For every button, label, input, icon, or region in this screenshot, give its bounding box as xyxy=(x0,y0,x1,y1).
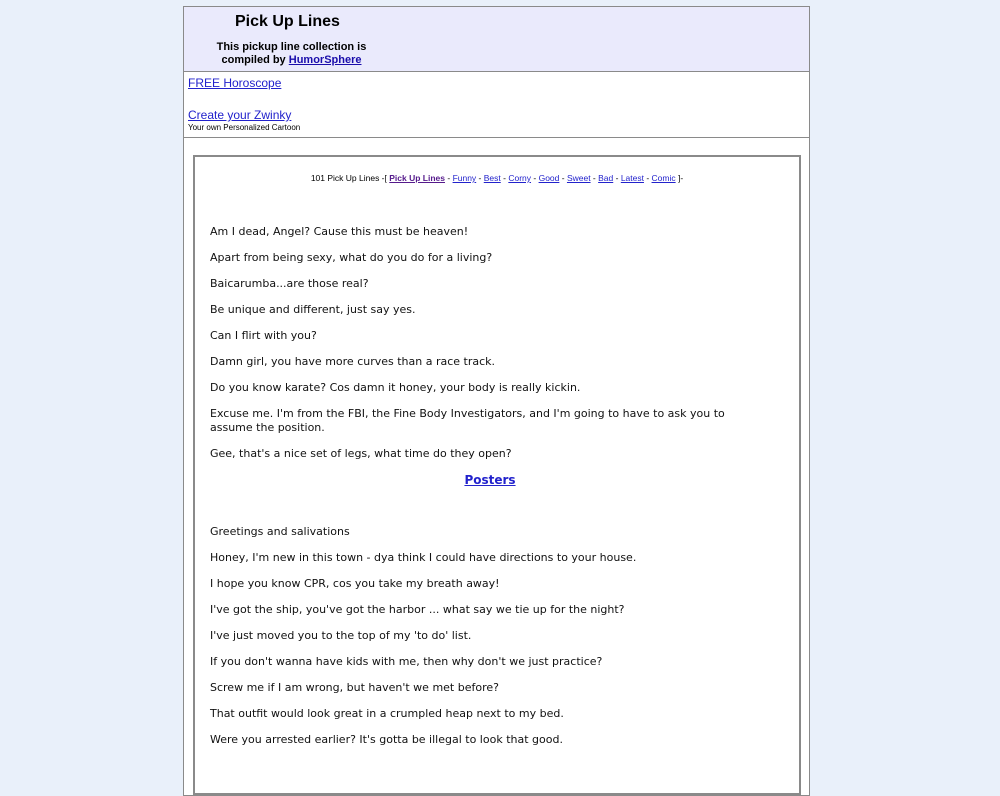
pickup-line: I've got the ship, you've got the harbor ... what say we tie up for the night? xyxy=(210,603,625,616)
pickup-line: Am I dead, Angel? Cause this must be heaven! xyxy=(210,225,469,238)
pickup-line: Gee, that's a nice set of legs, what time do they open? xyxy=(210,447,512,460)
pickup-line: I hope you know CPR, cos you take my breath away! xyxy=(210,577,500,590)
pickup-line: Baicarumba...are those real? xyxy=(210,277,369,290)
nav-pick-up-lines[interactable]: Pick Up Lines xyxy=(389,173,445,183)
pickup-line: That outfit would look great in a crumpled heap next to my bed. xyxy=(210,707,564,720)
site-header xyxy=(184,7,809,72)
pickup-line: Can I flirt with you? xyxy=(210,329,317,342)
pickup-line: If you don't wanna have kids with me, then why don't we just practice? xyxy=(210,655,603,668)
free-horoscope-link[interactable]: FREE Horoscope xyxy=(188,76,282,90)
site-description-line1: This pickup line collection is xyxy=(216,41,367,53)
nav-bad[interactable]: Bad xyxy=(598,173,614,183)
pickup-line: Be unique and different, just say yes. xyxy=(210,303,416,316)
nav-good[interactable]: Good xyxy=(538,173,560,183)
nav-suffix: ]- xyxy=(675,173,684,183)
create-zwinky-link[interactable]: Create your Zwinky xyxy=(188,108,292,122)
zwinky-subtitle: Your own Personalized Cartoon xyxy=(188,123,301,132)
nav-best[interactable]: Best xyxy=(483,173,501,183)
site-description xyxy=(204,41,379,67)
pickup-line: Honey, I'm new in this town - dya think I could have directions to your house. xyxy=(210,551,637,564)
posters-link[interactable]: Posters xyxy=(464,473,516,487)
pickup-line: Excuse me. I'm from the FBI, the Fine Body Investigators, and I'm going to have to ask you to assume the position. xyxy=(210,407,725,434)
content-box xyxy=(193,155,801,795)
pickup-line: Apart from being sexy, what do you do for a living? xyxy=(210,251,493,264)
pickup-line: Were you arrested earlier? It's gotta be illegal to look that good. xyxy=(210,733,563,746)
category-nav: 101 Pick Up Lines -[ Pick Up Lines - Funny - Best - Corny - Good - Sweet - Bad - Latest - Comic ]- xyxy=(310,173,684,183)
nav-funny[interactable]: Funny xyxy=(452,173,477,183)
nav-latest[interactable]: Latest xyxy=(620,173,644,183)
pickup-line: I've just moved you to the top of my 'to do' list. xyxy=(210,629,472,642)
site-title: Pick Up Lines xyxy=(235,13,340,30)
nav-comic[interactable]: Comic xyxy=(651,173,676,183)
ad-section xyxy=(184,72,809,138)
nav-sweet[interactable]: Sweet xyxy=(566,173,591,183)
pickup-line: Greetings and salivations xyxy=(210,525,350,538)
site-description-prefix: compiled by xyxy=(221,54,289,66)
nav-corny[interactable]: Corny xyxy=(508,173,532,183)
page-container xyxy=(183,6,810,796)
pickup-lines-list xyxy=(210,225,770,759)
humorsphere-link[interactable]: HumorSphere xyxy=(288,54,362,66)
pickup-line: Damn girl, you have more curves than a race track. xyxy=(210,355,496,368)
pickup-line: Screw me if I am wrong, but haven't we met before? xyxy=(210,681,499,694)
posters-section xyxy=(210,473,770,487)
nav-prefix: 101 Pick Up Lines -[ xyxy=(310,173,390,183)
pickup-line: Do you know karate? Cos damn it honey, your body is really kickin. xyxy=(210,381,581,394)
